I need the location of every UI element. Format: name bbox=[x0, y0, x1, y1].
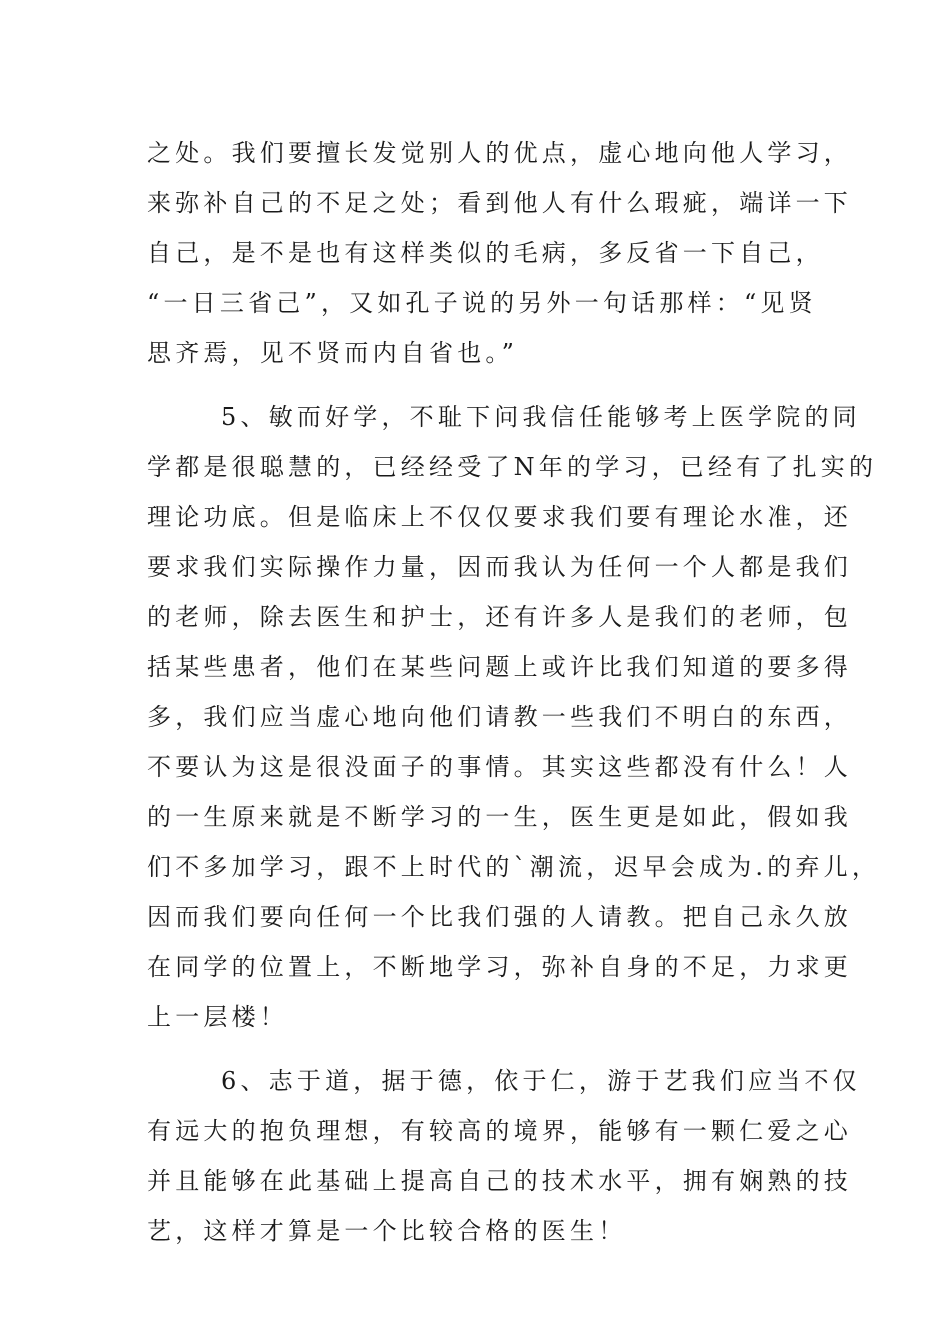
text-line: 6、志于道，据于德，依于仁，游于艺我们应当不仅 bbox=[221, 1067, 861, 1095]
text-line: 自己，是不是也有这样类似的毛病，多反省一下自己， bbox=[147, 239, 824, 267]
text-line: 上一层楼！ bbox=[147, 1003, 288, 1031]
text-line: 括某些患者，他们在某些问题上或许比我们知道的要多得 bbox=[147, 653, 852, 681]
text-line: “一日三省己”，又如孔子说的另外一句话那样：“见贤 bbox=[147, 289, 817, 317]
text-line: 之处。我们要擅长发觉别人的优点，虚心地向他人学习， bbox=[147, 139, 852, 167]
paragraph-6 bbox=[147, 1056, 861, 1256]
text-line: 艺，这样才算是一个比较合格的医生！ bbox=[147, 1217, 627, 1245]
text-line: 们不多加学习，跟不上时代的`潮流，迟早会成为.的弃儿， bbox=[147, 853, 881, 881]
paragraph-5 bbox=[147, 392, 881, 1042]
text-line: 多，我们应当虚心地向他们请教一些我们不明白的东西， bbox=[147, 703, 852, 731]
text-line: 思齐焉，见不贤而内自省也。” bbox=[147, 339, 519, 367]
text-line: 的一生原来就是不断学习的一生，医生更是如此，假如我 bbox=[147, 803, 852, 831]
paragraph-continuation bbox=[147, 128, 852, 378]
document-body bbox=[147, 128, 881, 1256]
paragraph-spacer bbox=[147, 378, 807, 392]
paragraph-spacer bbox=[147, 1042, 807, 1056]
text-line: 有远大的抱负理想，有较高的境界，能够有一颗仁爱之心 bbox=[147, 1117, 852, 1145]
text-line: 学都是很聪慧的，已经经受了N年的学习，已经有了扎实的 bbox=[147, 453, 878, 481]
text-line: 5、敏而好学，不耻下问我信任能够考上医学院的同 bbox=[221, 403, 861, 431]
text-line: 的老师，除去医生和护士，还有许多人是我们的老师，包 bbox=[147, 603, 852, 631]
text-line: 要求我们实际操作力量，因而我认为任何一个人都是我们 bbox=[147, 553, 852, 581]
text-line: 理论功底。但是临床上不仅仅要求我们要有理论水准，还 bbox=[147, 503, 852, 531]
text-line: 来弥补自己的不足之处；看到他人有什么瑕疵，端详一下 bbox=[147, 189, 852, 217]
text-line: 在同学的位置上，不断地学习，弥补自身的不足，力求更 bbox=[147, 953, 852, 981]
text-line: 并且能够在此基础上提高自己的技术水平，拥有娴熟的技 bbox=[147, 1167, 852, 1195]
text-line: 不要认为这是很没面子的事情。其实这些都没有什么！人 bbox=[147, 753, 852, 781]
text-line: 因而我们要向任何一个比我们强的人请教。把自己永久放 bbox=[147, 903, 852, 931]
